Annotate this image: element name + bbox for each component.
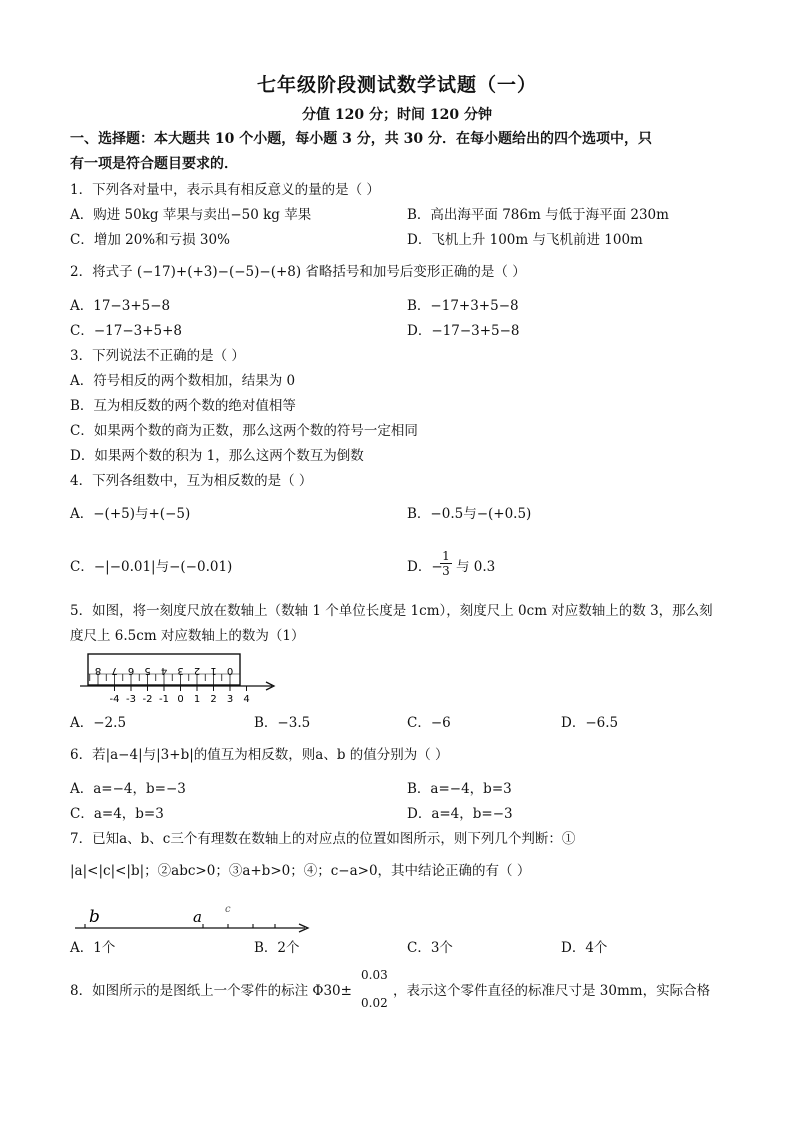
ruler-label: 4	[160, 665, 168, 676]
ruler-label: 1	[210, 665, 217, 676]
ruler-label: 6	[127, 665, 135, 676]
q5-option-d: D．−6.5	[561, 715, 619, 731]
exam-title: 七年级阶段测试数学试题（一）	[256, 74, 537, 96]
q2-option-a: A．17−3+5−8	[70, 298, 171, 314]
axis-label: -4	[109, 694, 120, 705]
ruler-number-line-figure	[80, 652, 280, 710]
q4-option-c: C．−|−0.01|与−(−0.01)	[70, 559, 233, 575]
q2-option-b: B．−17+3+5−8	[407, 298, 519, 314]
q7-option-b: B．2个	[254, 940, 300, 956]
q5-option-c: C．−6	[407, 715, 451, 731]
axis-label: 1	[193, 694, 201, 705]
q4-option-d-suffix: 与 0.3	[456, 559, 496, 575]
q1-option-d: D．飞机上升 100m 与飞机前进 100m	[407, 232, 643, 248]
q8-tolerance-lower: 0.02	[361, 996, 388, 1010]
q7-stem-line2: |a|<|c|<|b|；②abc>0；③a+b>0；④；c−a>0，其中结论正确的有（ ）	[70, 863, 531, 879]
section-heading-line1: 一、选择题：本大题共 10 个小题，每小题 3 分，共 30 分．在每小题给出的四个选项中，只	[70, 131, 652, 147]
ruler-labels	[95, 665, 233, 676]
q4-option-b: B．−0.5与−(+0.5)	[407, 506, 532, 522]
q6-option-c: C．a=4，b=3	[70, 806, 164, 822]
q5-stem-line2: 度尺上 6.5cm 对应数轴上的数为（1）	[70, 628, 305, 644]
axis-label: 4	[243, 694, 250, 705]
q2-stem: 2．将式子 (−17)+(+3)−(−5)−(+8) 省略括号和加号后变形正确的是（ ）	[70, 264, 526, 280]
axis-label: -3	[126, 694, 136, 705]
q3-stem: 3．下列说法不正确的是（ ）	[70, 348, 245, 364]
fraction-numerator: 1	[440, 549, 452, 564]
q3-option-a: A．符号相反的两个数相加，结果为 0	[70, 373, 296, 389]
q2-option-c: C．−17−3+5+8	[70, 323, 183, 339]
axis-labels	[110, 694, 250, 705]
q2-option-d: D．−17−3+5−8	[407, 323, 520, 339]
label-a: a	[193, 908, 202, 926]
q4-option-a: A．−(+5)与+(−5)	[70, 506, 191, 522]
section-heading-line2: 有一项是符合题目要求的．	[70, 156, 238, 172]
q6-option-a: A．a=−4，b=−3	[70, 781, 186, 797]
q4-option-d-prefix: D．−	[407, 559, 443, 575]
q7-stem-line1: 7．已知a、b、c三个有理数在数轴上的对应点的位置如图所示，则下列几个判断：①	[70, 831, 576, 847]
q6-option-b: B．a=−4，b=3	[407, 781, 512, 797]
axis-label: 0	[177, 694, 184, 705]
axis-label: -2	[142, 694, 153, 705]
q1-option-b: B．高出海平面 786m 与低于海平面 230m	[407, 207, 669, 223]
fraction-denominator: 3	[442, 564, 450, 578]
ruler-label: 0	[226, 665, 234, 676]
q3-option-b: B．互为相反数的两个数的绝对值相等	[70, 398, 296, 414]
q6-option-d: D．a=4，b=−3	[407, 806, 513, 822]
axis-ticks	[115, 686, 247, 691]
q1-stem: 1．下列各对量中，表示具有相反意义的量的是（ ）	[70, 182, 380, 198]
q5-stem-line1: 5．如图，将一刻度尺放在数轴上（数轴 1 个单位长度是 1cm），刻度尺上 0cm 对应数轴上的数 3，那么刻	[70, 603, 713, 619]
abc-number-line-figure	[75, 898, 325, 938]
axis-label: -1	[159, 694, 169, 705]
axis-label: 3	[226, 694, 234, 705]
label-b: b	[89, 907, 100, 927]
q3-option-d: D．如果两个数的积为 1，那么这两个数互为倒数	[70, 448, 364, 464]
q7-option-d: D．4个	[561, 940, 608, 956]
label-c: c	[225, 904, 231, 915]
q1-option-a: A．购进 50kg 苹果与卖出−50 kg 苹果	[70, 207, 312, 223]
ruler-label: 8	[94, 665, 102, 676]
q6-stem: 6．若|a−4|与|3+b|的值互为相反数，则a、b 的值分别为（ ）	[70, 747, 449, 763]
exam-subtitle: 分值 120 分；时间 120 分钟	[302, 107, 492, 123]
q7-option-c: C．3个	[407, 940, 453, 956]
q5-option-b: B．−3.5	[254, 715, 311, 731]
q8-stem-prefix: 8．如图所示的是图纸上一个零件的标注 Φ30±	[70, 983, 352, 999]
q1-option-c: C．增加 20%和亏损 30%	[70, 232, 230, 248]
ruler-label: 2	[193, 665, 201, 676]
q5-option-a: A．−2.5	[70, 715, 127, 731]
ruler-label: 3	[177, 665, 184, 676]
q4-option-d-fraction	[440, 549, 452, 578]
q4-stem: 4．下列各组数中，互为相反数的是（ ）	[70, 473, 313, 489]
q8-stem-suffix: ，表示这个零件直径的标准尺寸是 30mm，实际合格	[393, 983, 711, 999]
ruler-label: 5	[144, 665, 151, 676]
q3-option-c: C．如果两个数的商为正数，那么这两个数的符号一定相同	[70, 423, 418, 439]
ruler-label: 7	[111, 665, 118, 676]
axis-label: 2	[210, 694, 217, 705]
q7-option-a: A．1个	[70, 940, 116, 956]
q8-tolerance-upper: 0.03	[361, 968, 388, 982]
